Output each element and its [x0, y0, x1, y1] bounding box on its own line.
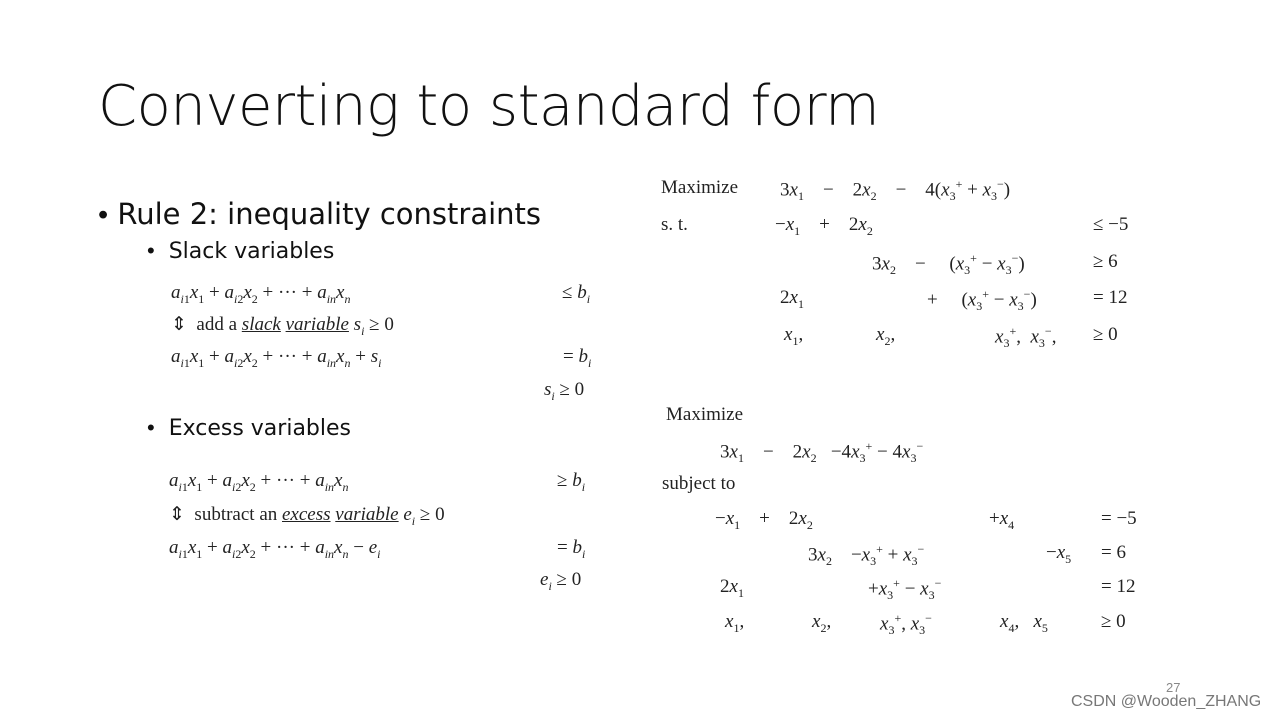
- lp1-c2-lhs: $3x_2$ − $(x_3^+ - x_3^-)$: [872, 251, 1025, 278]
- bullet-rule-2: [98, 197, 541, 232]
- lp2-nonneg-x2: $x_2$,: [812, 611, 832, 635]
- slack-eq-row3-rhs: = $b_i$: [563, 346, 592, 370]
- excess-eq-row3: $a_{i1}x_1 + a_{i2}x_2$ + ··· + $a_{in}x_n - e_i$: [169, 537, 381, 561]
- slack-eq-row2: ⇕ add a slack variable $s_i \ge 0$: [171, 314, 394, 338]
- lp2-c1-slack: $+x_4$: [989, 508, 1015, 532]
- lp1-nonneg-x2: $x_2$,: [876, 324, 896, 348]
- lp1-nonneg-x3: $x_3^+$, $x_3^-$,: [995, 324, 1057, 351]
- excess-eq-row1-rhs: ≥ $b_i$: [557, 470, 586, 494]
- lp2-nonneg-x4: $x_4$, $x_5$: [1000, 611, 1048, 635]
- page-number: 27: [1166, 680, 1181, 695]
- bullet-excess-text: Excess variables: [168, 416, 351, 441]
- slack-eq-row1: $a_{i1}x_1 + a_{i2}x_2$ + ··· + $a_{in}x_n$: [171, 282, 351, 306]
- bullet-excess: [147, 415, 351, 441]
- bullet-slack-text: Slack variables: [168, 239, 335, 264]
- lp1-nonneg-rhs: ≥ 0: [1093, 324, 1118, 345]
- lp2-c2-excess: $-x_5$: [1046, 542, 1072, 566]
- bullet-dot: •: [147, 415, 155, 440]
- lp2-subject-to-label: subject to: [662, 473, 736, 494]
- slack-eq-row3: $a_{i1}x_1 + a_{i2}x_2$ + ··· + $a_{in}x_n + s_i$: [171, 346, 382, 370]
- lp2-c3-lhs-x1: $2x_1$: [720, 576, 744, 600]
- bullet-rule-2-text: Rule 2: inequality constraints: [117, 197, 542, 231]
- lp1-c3-lhs-x1: $2x_1$: [780, 287, 804, 311]
- lp1-c2-rhs: ≥ 6: [1093, 251, 1118, 272]
- watermark: CSDN @Wooden_ZHANG: [1071, 693, 1262, 710]
- bullet-dot: •: [147, 238, 155, 263]
- bullet-dot: •: [98, 199, 109, 231]
- lp2-nonneg-x3: $x_3^+$, $x_3^-$: [880, 611, 932, 638]
- lp2-nonneg-rhs: ≥ 0: [1101, 611, 1126, 632]
- lp2-c3-rhs: = 12: [1101, 576, 1136, 597]
- bullet-slack: [147, 238, 334, 264]
- page-title: Converting to standard form: [98, 74, 880, 139]
- lp1-c1-rhs: ≤ −5: [1093, 214, 1129, 235]
- slack-eq-row1-rhs: ≤ $b_i$: [562, 282, 591, 306]
- slack-eq-row4: $s_i \ge 0$: [544, 379, 585, 403]
- lp1-st-label: s. t.: [661, 214, 688, 235]
- lp2-c2-lhs: $3x_2$ $-x_3^+ + x_3^-$: [808, 542, 925, 569]
- lp2-maximize-label: Maximize: [666, 404, 744, 425]
- lp2-nonneg-x1: $x_1$,: [725, 611, 745, 635]
- excess-eq-row1: $a_{i1}x_1 + a_{i2}x_2$ + ··· + $a_{in}x_n$: [169, 470, 349, 494]
- lp2-objective: $3x_1$ − $2x_2 -4x_3^+ - 4x_3^-$: [720, 439, 924, 466]
- lp2-c3-lhs-rest: $+x_3^+ - x_3^-$: [868, 576, 942, 603]
- lp1-c3-lhs-rest: + $(x_3^+ - x_3^-)$: [927, 287, 1037, 314]
- lp2-c1-rhs: = −5: [1101, 508, 1137, 529]
- lp1-objective: $3x_1$ − $2x_2$ − $4(x_3^+ + x_3^-)$: [780, 177, 1011, 204]
- lp1-nonneg-x1: $x_1$,: [784, 324, 804, 348]
- excess-eq-row3-rhs: = $b_i$: [557, 537, 586, 561]
- lp1-c1-lhs: $-x_1$ + $2x_2$: [775, 214, 873, 238]
- lp2-c2-rhs: = 6: [1101, 542, 1126, 563]
- excess-eq-row4: $e_i \ge 0$: [540, 569, 582, 593]
- lp1-maximize-label: Maximize: [661, 177, 739, 198]
- excess-eq-row2: ⇕ subtract an excess variable $e_i \ge 0$: [169, 504, 445, 528]
- lp1-c3-rhs: = 12: [1093, 287, 1128, 308]
- lp2-c1-lhs: $-x_1$ + $2x_2$: [715, 508, 813, 532]
